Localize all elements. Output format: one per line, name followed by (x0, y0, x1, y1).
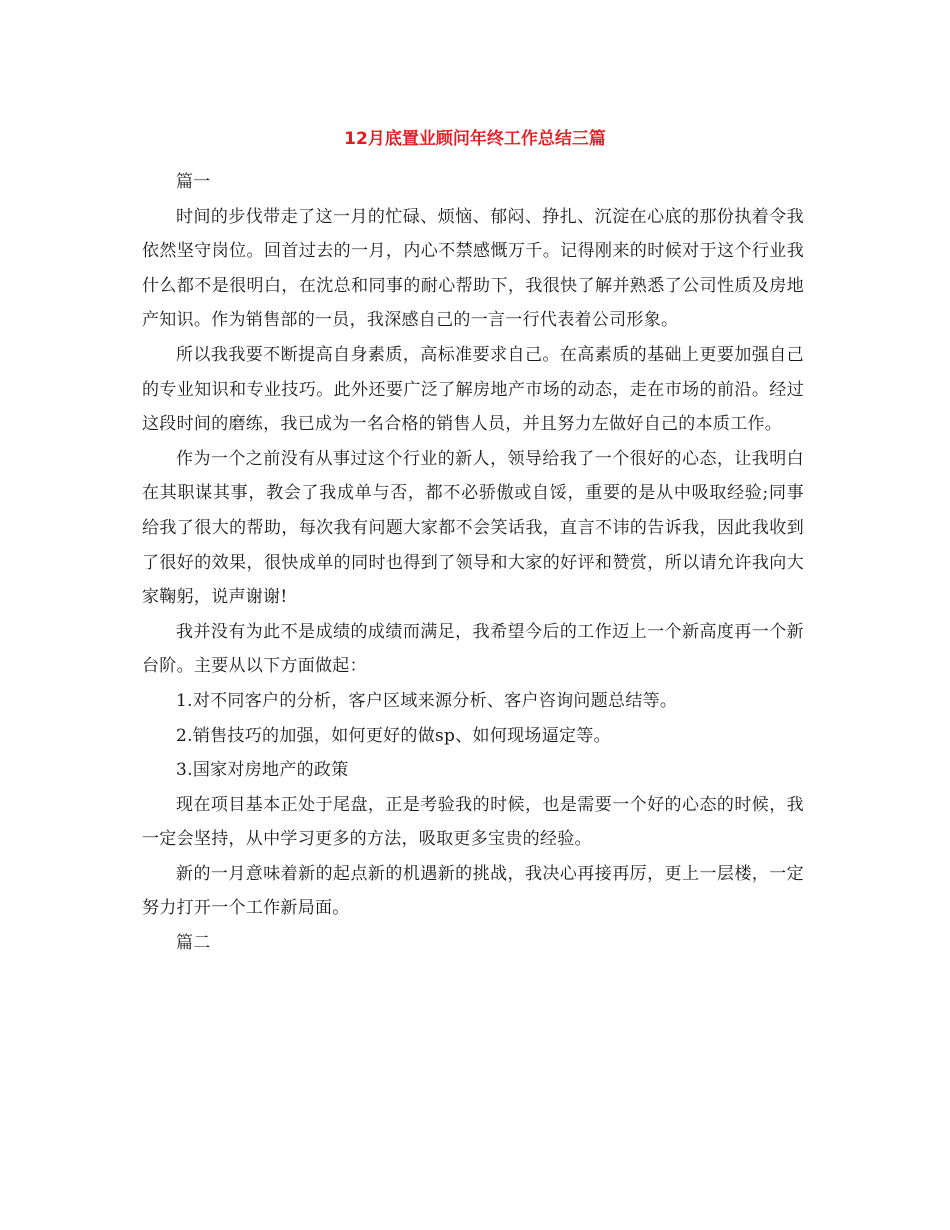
paragraph: 现在项目基本正处于尾盘，正是考验我的时候，也是需要一个好的心态的时候，我一定会坚持，从中学习更多的方法，吸取更多宝贵的经验。 (142, 794, 804, 850)
paragraph: 我并没有为此不是成绩的成绩而满足，我希望今后的工作迈上一个新高度再一个新台阶。主要从以下方面做起： (142, 621, 804, 677)
paragraph: 所以我我要不断提高自身素质，高标准要求自己。在高素质的基础上更要加强自己的专业知识和专业技巧。此外还要广泛了解房地产市场的动态，走在市场的前沿。经过这段时间的磨练，我已成为一名合格的销售人员，并且努力左做好自己的本质工作。 (142, 344, 804, 435)
paragraph: 时间的步伐带走了这一月的忙碌、烦恼、郁闷、挣扎、沉淀在心底的那份执着令我依然坚守岗位。回首过去的一月，内心不禁感慨万千。记得刚来的时候对于这个行业我什么都不是很明白，在沈总和同事的耐心帮助下，我很快了解并熟悉了公司性质及房地产知识。作为销售部的一员，我深感自己的一言一行代表着公司形象。 (142, 206, 804, 331)
document-title: 12月底置业顾问年终工作总结三篇 (344, 129, 606, 149)
document-body (142, 165, 804, 961)
list-item: 1.对不同客户的分析，客户区域来源分析、客户咨询问题总结等。 (176, 690, 678, 711)
list-item: 2.销售技巧的加强，如何更好的做sp、如何现场逼定等。 (176, 725, 611, 746)
paragraph: 作为一个之前没有从事过这个行业的新人，领导给我了一个很好的心态，让我明白在其职谋其事，教会了我成单与否，都不必骄傲或自馁，重要的是从中吸取经验;同事给我了很大的帮助，每次我有问题大家都不会笑话我，直言不讳的告诉我，因此我收到了很好的效果，很快成单的同时也得到了领导和大家的好评和赞赏，所以请允许我向大家鞠躬，说声谢谢! (142, 448, 804, 608)
section-heading: 篇二 (176, 933, 211, 954)
section-heading: 篇一 (176, 172, 211, 192)
paragraph: 新的一月意味着新的起点新的机遇新的挑战，我决心再接再厉，更上一层楼，一定努力打开一个工作新局面。 (142, 863, 804, 919)
list-item: 3.国家对房地产的政策 (176, 760, 349, 781)
